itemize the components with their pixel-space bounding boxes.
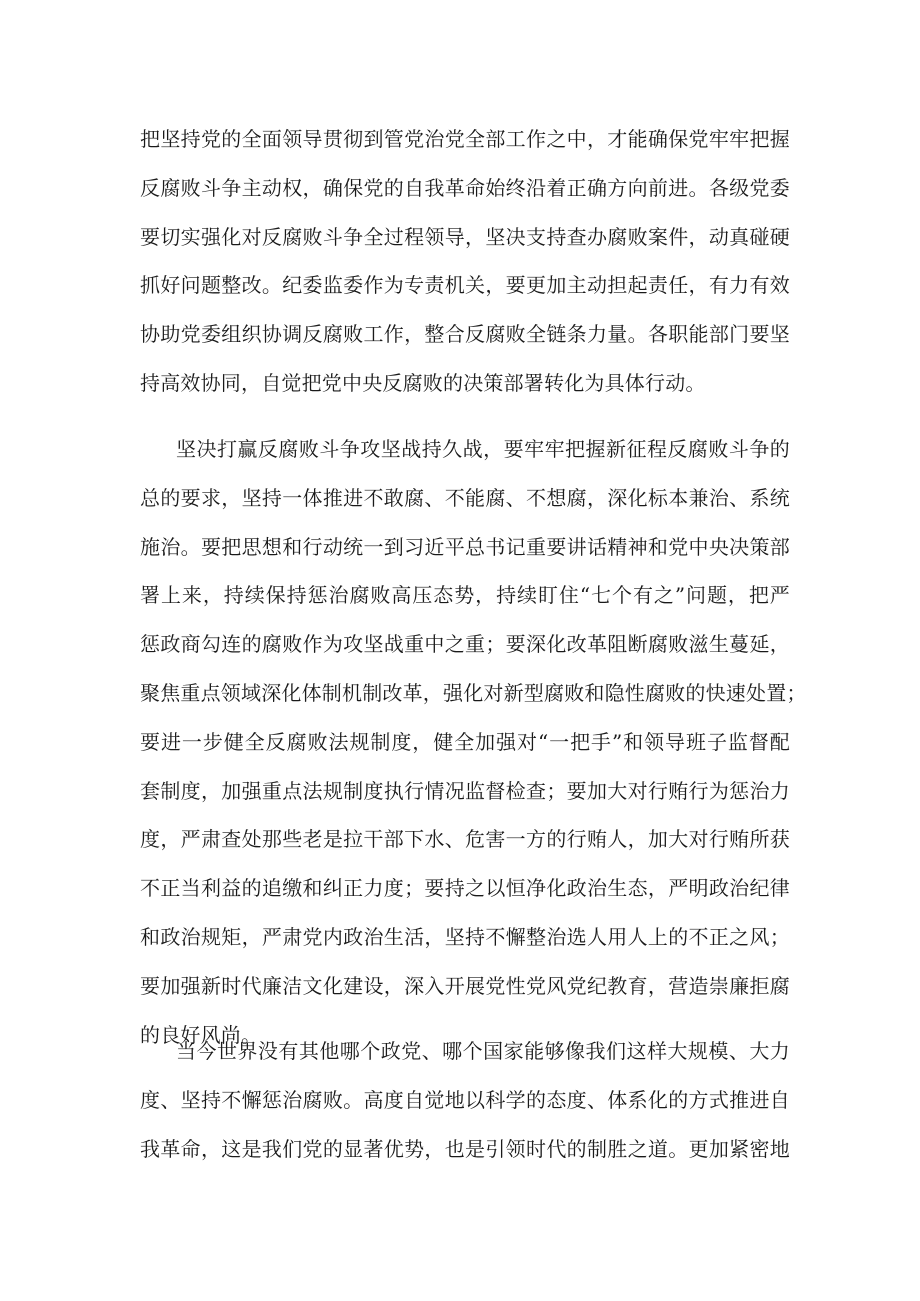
text-line: 协助党委组织协调反腐败工作，整合反腐败全链条力量。各职能部门要坚: [140, 322, 790, 347]
text-line: 的良好风尚。: [140, 1022, 262, 1047]
text-line: 和政治规矩，严肃党内政治生活，坚持不懈整治选人用人上的不正之风；: [140, 924, 790, 949]
text-line: 署上来，持续保持惩治腐败高压态势，持续盯住“七个有之”问题，把严: [140, 583, 790, 608]
text-line: 聚焦重点领域深化体制机制改革，强化对新型腐败和隐性腐败的快速处置；: [140, 680, 807, 705]
text-line: 坚决打赢反腐败斗争攻坚战持久战，要牢牢把握新征程反腐败斗争的: [176, 437, 790, 461]
text-line: 把坚持党的全面领导贯彻到管党治党全部工作之中，才能确保党牢牢把握: [140, 127, 790, 151]
text-line: 要进一步健全反腐败法规制度，健全加强对“一把手”和领导班子监督配: [140, 729, 790, 754]
text-line: 度、坚持不懈惩治腐败。高度自觉地以科学的态度、体系化的方式推进自: [140, 1087, 790, 1112]
text-line: 要加强新时代廉洁文化建设，深入开展党性党风党纪教育，营造崇廉拒腐: [140, 973, 790, 998]
text-line: 持高效协同，自觉把党中央反腐败的决策部署转化为具体行动。: [140, 370, 706, 395]
paragraph-3: [140, 1027, 790, 1173]
text-line: 总的要求，坚持一体推进不敢腐、不能腐、不想腐，深化标本兼治、系统: [140, 485, 790, 510]
text-line: 要切实强化对反腐败斗争全过程领导，坚决支持查办腐败案件，动真碰硬: [140, 224, 790, 249]
paragraph-1: [140, 115, 790, 408]
text-line: 套制度，加强重点法规制度执行情况监督检查；要加大对行贿行为惩治力: [140, 778, 790, 803]
text-line: 惩政商勾连的腐败作为攻坚战重中之重；要深化改革阻断腐败滋生蔓延，: [140, 632, 790, 657]
text-line: 反腐败斗争主动权，确保党的自我革命始终沿着正确方向前进。各级党委: [140, 175, 790, 200]
text-line: 当今世界没有其他哪个政党、哪个国家能够像我们这样大规模、大力: [176, 1039, 790, 1063]
paragraph-2: [140, 425, 807, 1059]
text-line: 度，严肃查处那些老是拉干部下水、危害一方的行贿人，加大对行贿所获: [140, 827, 790, 852]
text-line: 施治。要把思想和行动统一到习近平总书记重要讲话精神和党中央决策部: [140, 534, 790, 559]
text-line: 我革命，这是我们党的显著优势，也是引领时代的制胜之道。更加紧密地: [140, 1136, 790, 1161]
text-line: 抓好问题整改。纪委监委作为专责机关，要更加主动担起责任，有力有效: [140, 273, 790, 298]
text-line: 不正当利益的追缴和纠正力度；要持之以恒净化政治生态，严明政治纪律: [140, 876, 790, 901]
